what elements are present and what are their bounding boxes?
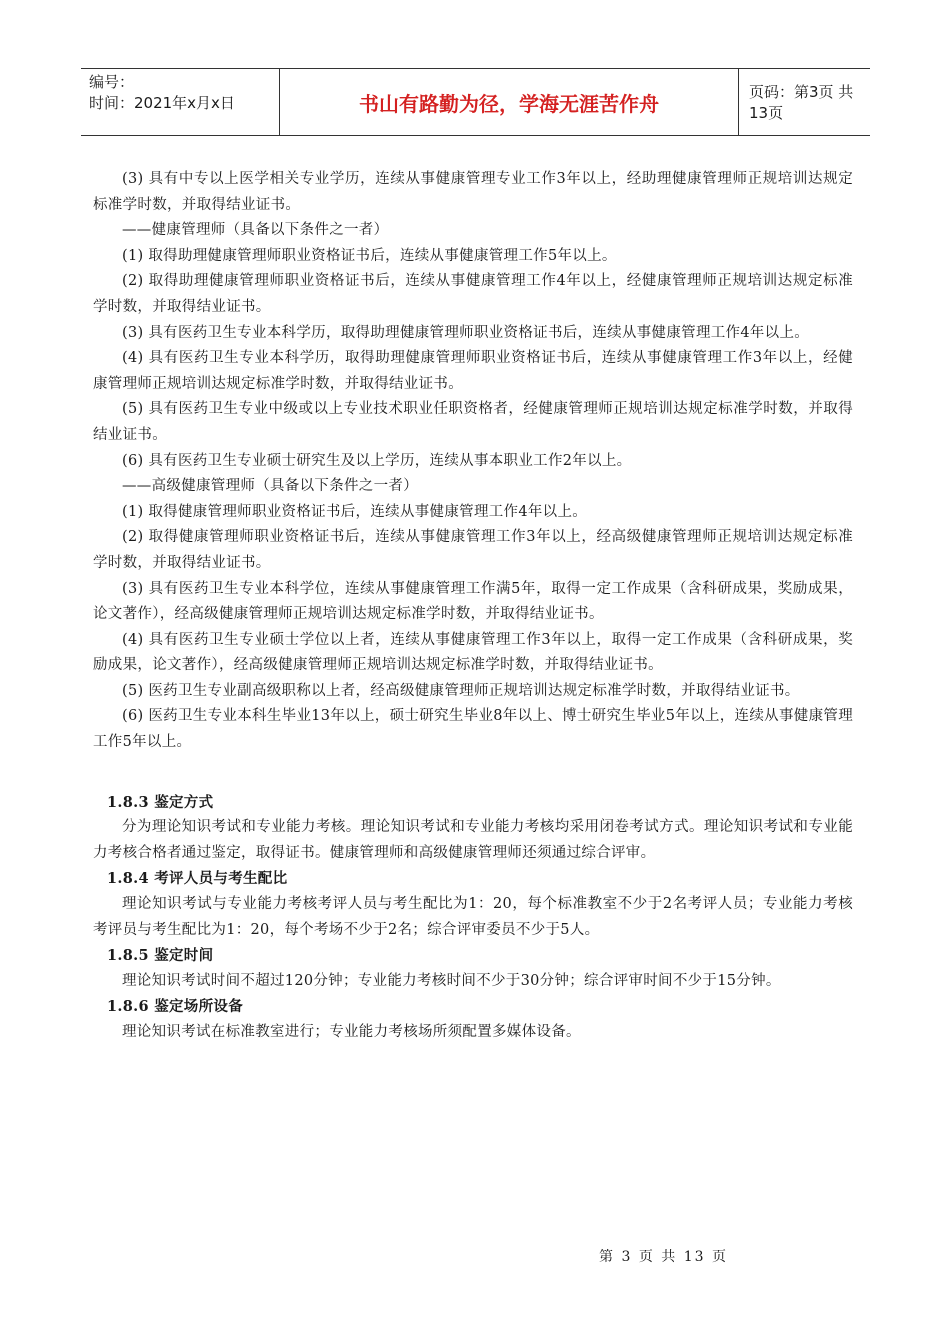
document-body xyxy=(93,167,853,1046)
paragraph: (5) 具有医药卫生专业中级或以上专业技术职业任职资格者，经健康管理师正规培训达规定标准学时数，并取得结业证书。 xyxy=(93,401,853,443)
section-heading: 1.8.3 鉴定方式 xyxy=(107,793,214,811)
paragraph: (6) 具有医药卫生专业硕士研究生及以上学历，连续从事本职业工作2年以上。 xyxy=(122,452,632,469)
paragraph: (3) 具有医药卫生专业本科学位，连续从事健康管理工作满5年，取得一定工作成果（含科研成果，奖励成果，论文著作），经高级健康管理师正规培训达规定标准学时数，并取得结业证书。 xyxy=(93,580,853,623)
paragraph: (2) 取得助理健康管理师职业资格证书后，连续从事健康管理工作4年以上，经健康管理师正规培训达规定标准学时数，并取得结业证书。 xyxy=(93,273,853,315)
paragraph: (3) 具有中专以上医学相关专业学历，连续从事健康管理专业工作3年以上，经助理健康管理师正规培训达规定标准学时数，并取得结业证书。 xyxy=(93,171,853,213)
paragraph: (1) 取得健康管理师职业资格证书后，连续从事健康管理工作4年以上。 xyxy=(122,503,588,520)
page-header xyxy=(81,68,870,136)
header-meta xyxy=(81,69,280,135)
paragraph: (2) 取得健康管理师职业资格证书后，连续从事健康管理工作3年以上，经高级健康管理师正规培训达规定标准学时数，并取得结业证书。 xyxy=(93,529,853,571)
paragraph: ——高级健康管理师（具备以下条件之一者） xyxy=(122,478,418,495)
paragraph: (4) 具有医药卫生专业硕士学位以上者，连续从事健康管理工作3年以上，取得一定工作成果（含科研成果，奖励成果，论文著作），经高级健康管理师正规培训达规定标准学时数，并取得结业证书。 xyxy=(93,631,853,674)
section-text: 理论知识考试时间不超过120分钟；专业能力考核时间不少于30分钟；综合评审时间不少于15分钟。 xyxy=(122,972,781,989)
document-date: 时间：2021年x月x日 xyxy=(89,94,235,112)
section-spacer xyxy=(93,756,853,790)
paragraph: (4) 具有医药卫生专业本科学历，取得助理健康管理师职业资格证书后，连续从事健康管理工作3年以上，经健康管理师正规培训达规定标准学时数，并取得结业证书。 xyxy=(93,350,853,392)
page-footer: 第 3 页 共 13 页 xyxy=(599,1249,728,1265)
header-motto: 书山有路勤为径，学海无涯苦作舟 xyxy=(280,69,739,135)
section-text: 理论知识考试在标准教室进行；专业能力考核场所须配置多媒体设备。 xyxy=(122,1024,581,1040)
paragraph: (1) 取得助理健康管理师职业资格证书后，连续从事健康管理工作5年以上。 xyxy=(122,247,617,264)
header-page-info: 页码：第3页 共13页 xyxy=(749,83,854,122)
section-heading: 1.8.5 鉴定时间 xyxy=(107,947,214,965)
section-heading: 1.8.6 鉴定场所设备 xyxy=(107,998,244,1016)
document-number-label: 编号： xyxy=(89,73,135,91)
paragraph: (6) 医药卫生专业本科生毕业13年以上，硕士研究生毕业8年以上、博士研究生毕业5年以上，连续从事健康管理工作5年以上。 xyxy=(93,708,853,751)
paragraph: (3) 具有医药卫生专业本科学历，取得助理健康管理师职业资格证书后，连续从事健康管理工作4年以上。 xyxy=(122,324,810,341)
section-text: 分为理论知识考试和专业能力考核。理论知识考试和专业能力考核均采用闭卷考试方式。理论知识考试和专业能力考核合格者通过鉴定，取得证书。健康管理师和高级健康管理师还须通过综合评审。 xyxy=(93,819,853,861)
section-text: 理论知识考试与专业能力考核考评人员与考生配比为1：20，每个标准教室不少于2名考评人员；专业能力考核考评员与考生配比为1：20，每个考场不少于2名；综合评审委员不少于5人。 xyxy=(93,896,853,938)
paragraph: ——健康管理师（具备以下条件之一者） xyxy=(122,222,389,239)
paragraph: (5) 医药卫生专业副高级职称以上者，经高级健康管理师正规培训达规定标准学时数，并取得结业证书。 xyxy=(122,682,800,699)
section-heading: 1.8.4 考评人员与考生配比 xyxy=(107,870,288,888)
